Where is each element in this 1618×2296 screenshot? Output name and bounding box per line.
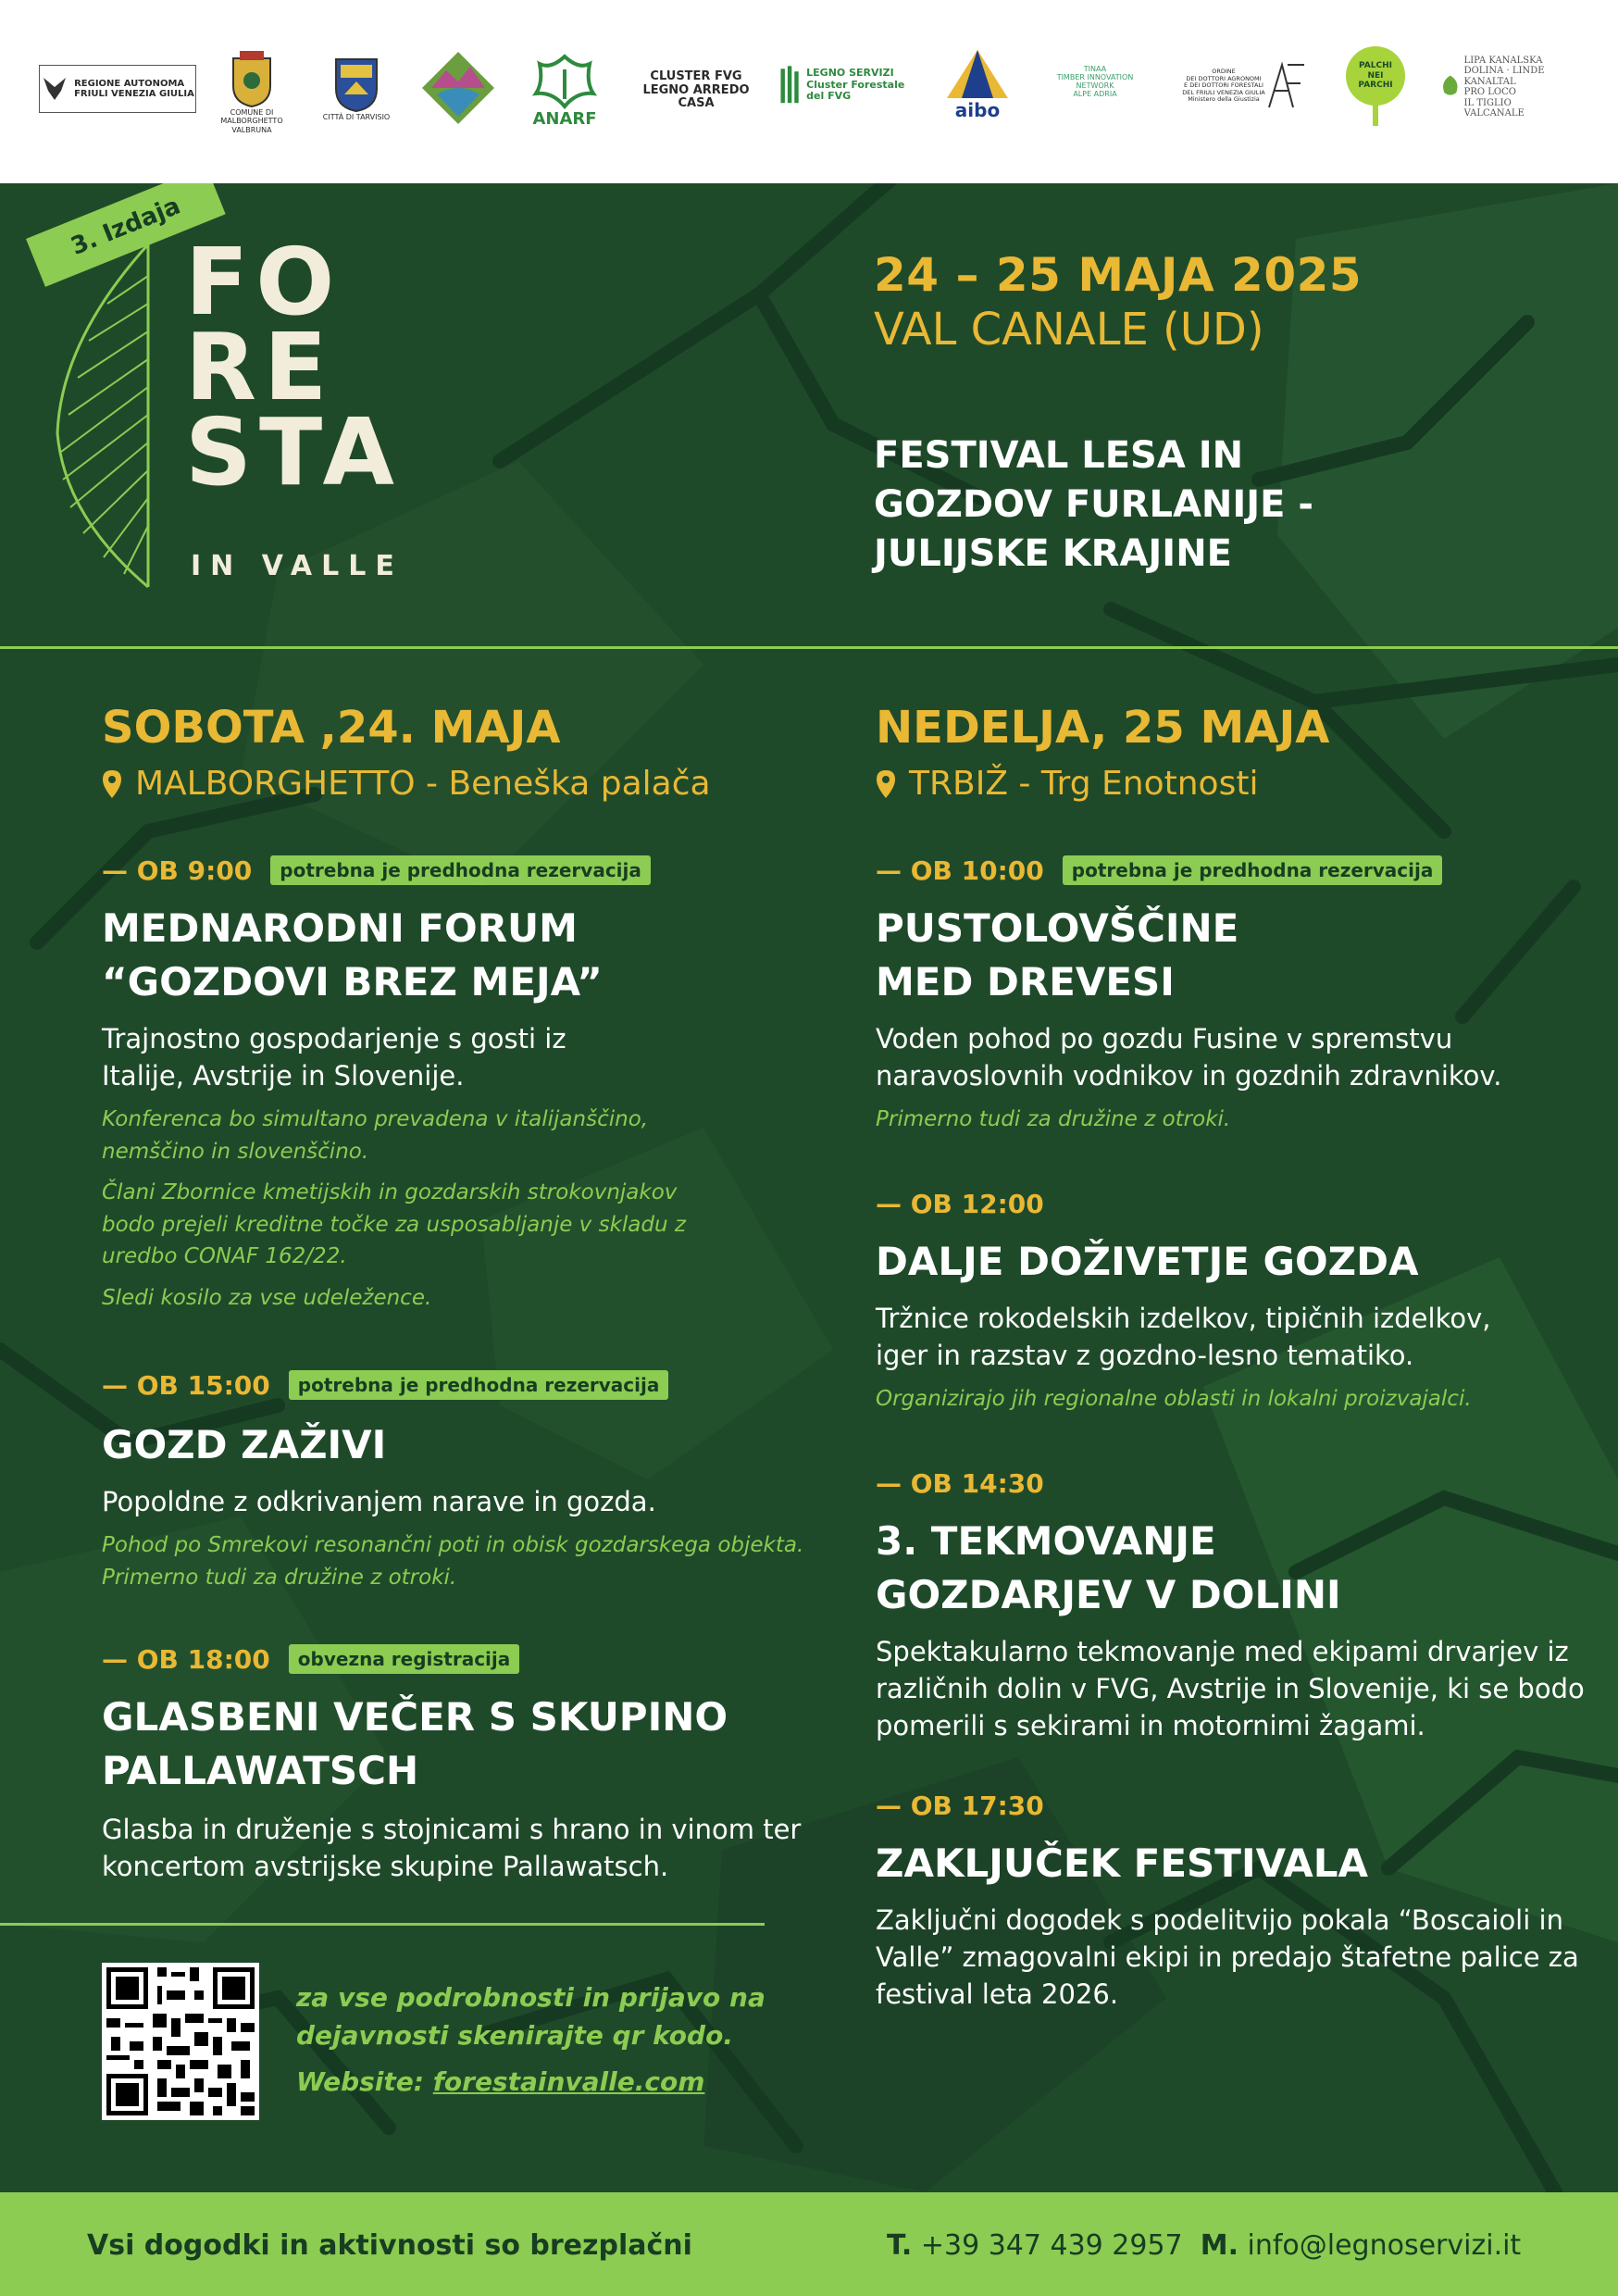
sun-event-1-title: PUSTOLOVŠČINE MED DREVESI: [876, 905, 1239, 1004]
sun-event-2-notes: Organizirajo jih regionalne oblasti in lokalni proizvajalci.: [876, 1387, 1472, 1411]
saturday-venue: - Beneška palača: [415, 765, 711, 803]
wordmark-line-1: FO: [185, 228, 342, 336]
event-time: — OB 12:00: [876, 1189, 1044, 1219]
af-monogram-icon: [1265, 61, 1306, 111]
saturday-title: SOBOTA ,24. MAJA: [102, 702, 561, 754]
sat-event-1-notes: Konferenca bo simultano prevadena v italijanščino, nemščino in slovenščino. Člani Zbornice kmetijskih in gozdarskih strokovnjakov bodo prejeli kreditne točke za usposabljanje v skladu z uredbo CONAF 162/22. Sledi kosilo za vse udeležence.: [102, 1107, 686, 1310]
sat-event-2-notes: Pohod po Smrekovi resonančni poti in obisk gozdarskega objekta. Primerno tudi za družine z otroki.: [102, 1533, 804, 1590]
mountain-icon: [418, 48, 498, 128]
festival-title: FESTIVAL LESA IN GOZDOV FURLANIJE - JULIJSKE KRAJINE: [874, 434, 1313, 576]
sun-event-3-time-row: [876, 1468, 1044, 1499]
event-time: — OB 15:00: [102, 1370, 270, 1401]
event-time: — OB 10:00: [876, 855, 1044, 886]
sat-event-2-title: GOZD ZAŽIVI: [102, 1422, 387, 1467]
sunday-town: TRBIŽ: [909, 765, 1008, 803]
palchi-nei-parchi-logo: PALCHI NEI PARCHI: [1344, 43, 1407, 128]
free-events-note: Vsi dogodki in aktivnosti so brezplačni: [87, 2229, 692, 2262]
sunday-title: NEDELJA, 25 MAJA: [876, 702, 1330, 754]
qr-divider: [0, 1923, 765, 1926]
reservation-badge: potrebna je predhodna rezervacija: [1063, 855, 1443, 885]
bars-icon: [779, 59, 803, 111]
tinaa-logo: TINAA TIMBER INNOVATION NETWORK ALPE ADRIA: [1056, 64, 1134, 99]
sunday-venue: - Trg Enotnosti: [1007, 765, 1259, 803]
festival-dates: 24 – 25 MAJA 2025: [874, 248, 1363, 302]
event-time: — OB 14:30: [876, 1468, 1044, 1499]
sat-event-1-time-row: [102, 855, 651, 886]
registration-badge: obvezna registracija: [289, 1644, 519, 1674]
foresta-wordmark: [185, 228, 402, 506]
crest-icon: [331, 52, 381, 113]
sun-event-4-time-row: [876, 1791, 1044, 1821]
sun-event-1-desc: Voden pohod po gozdu Fusine v spremstvu naravoslovnih vodnikov in gozdnih zdravnikov.: [876, 1023, 1502, 1092]
location-pin-icon: [102, 769, 122, 799]
sat-event-3-title: GLASBENI VEČER S SKUPINO PALLAWATSCH: [102, 1694, 728, 1793]
sat-event-1-desc: Trajnostno gospodarjenje s gosti iz Italije, Avstrije in Slovenije.: [102, 1023, 566, 1092]
ordine-dottori-agronomi-logo: ORDINE DEI DOTTORI AGRONOMI E DEI DOTTORI FORESTALI DEL FRIULI VENEZIA GIULIA Ministero della Giustizia: [1176, 46, 1313, 126]
contact-info: [887, 2229, 1521, 2262]
mail-label: M.: [1200, 2229, 1238, 2262]
location-pin-icon: [876, 769, 896, 799]
sat-event-3-desc: Glasba in druženje s stojnicami s hrano in vinom ter koncertom avstrijske skupine Pallawatsch.: [102, 1814, 802, 1883]
wordmark-line-2: RE: [185, 313, 335, 421]
sun-event-3-desc: Spektakularno tekmovanje med ekipami drvarjev iz različnih dolin v FVG, Avstrije in Slovenije, ki se bodo pomerili s sekirami in motornimi žagami.: [876, 1636, 1585, 1742]
sun-event-4-title: ZAKLJUČEK FESTIVALA: [876, 1841, 1369, 1886]
event-time: — OB 9:00: [102, 855, 253, 886]
legno-servizi-logo: LEGNO SERVIZI Cluster Forestale del FVG: [779, 57, 915, 113]
reservation-badge: potrebna je predhodna rezervacija: [270, 855, 651, 885]
phone-label: T.: [887, 2229, 913, 2262]
email-address[interactable]: info@legnoservizi.it: [1238, 2229, 1522, 2262]
regione-fvg-logo: REGIONE AUTONOMA FRIULI VENEZIA GIULIA: [39, 65, 196, 113]
saturday-town: MALBORGHETTO: [135, 765, 416, 803]
sun-event-3-title: 3. TEKMOVANJE GOZDARJEV V DOLINI: [876, 1518, 1341, 1617]
sun-event-1-time-row: [876, 855, 1442, 886]
tree-emblem-icon: [532, 53, 597, 110]
event-time: — OB 17:30: [876, 1791, 1044, 1821]
pro-loco-logo: LIPA KANALSKA DOLINA · LINDE KANALTAL PRO LOCO IL TIGLIO VALCANALE: [1440, 52, 1581, 122]
triangle-icon: [945, 48, 1010, 100]
eagle-icon: [41, 72, 68, 106]
sun-event-2-title: DALJE DOŽIVETJE GOZDA: [876, 1239, 1419, 1284]
wordmark-line-3: STA: [185, 398, 402, 506]
sun-event-1-notes: Primerno tudi za družine z otroki.: [876, 1107, 1231, 1131]
wordmark-subtitle: IN VALLE: [191, 550, 404, 582]
footer-bar: [0, 2192, 1618, 2296]
phone-number[interactable]: +39 347 439 2957: [912, 2229, 1183, 2262]
anarf-logo: ANARF: [528, 44, 602, 137]
sunday-location: [876, 765, 1258, 803]
saturday-location: [102, 765, 711, 803]
sat-event-2-time-row: [102, 1370, 668, 1401]
event-time: — OB 18:00: [102, 1644, 270, 1675]
malborghetto-crest-logo: COMUNE DI MALBORGHETTO VALBRUNA: [215, 41, 289, 143]
sat-event-3-time-row: [102, 1644, 519, 1675]
tarvisio-crest-logo: CITTÀ DI TARVISIO: [322, 41, 391, 133]
website-label: Website:: [296, 2066, 433, 2097]
cluster-fvg-logo: CLUSTER FVG LEGNO ARREDO CASA: [642, 69, 750, 111]
sat-event-1-title: MEDNARODNI FORUM “GOZDOVI BREZ MEJA”: [102, 905, 603, 1004]
website-line: [296, 2066, 704, 2097]
sponsor-logo-bar: [0, 0, 1618, 183]
sat-event-2-desc: Popoldne z odkrivanjem narave in gozda.: [102, 1486, 656, 1517]
leaf-icon: [1440, 64, 1461, 110]
reservation-badge: potrebna je predhodna rezervacija: [289, 1370, 669, 1400]
aibo-logo: aibo: [942, 46, 1013, 122]
sun-event-2-desc: Tržnice rokodelskih izdelkov, tipičnih izdelkov, iger in razstav z gozdno-lesno tematiko.: [876, 1303, 1491, 1372]
leaf-outline-icon: [52, 239, 163, 591]
mountain-diamond-logo: [418, 48, 498, 128]
crest-icon: [229, 49, 275, 108]
qr-code[interactable]: [102, 1963, 259, 2120]
sun-event-2-time-row: [876, 1189, 1044, 1219]
poster-body: [0, 183, 1618, 2192]
edition-ribbon: 3. Izdaja: [26, 183, 226, 287]
festival-place: VAL CANALE (UD): [874, 304, 1264, 356]
qr-instructions: za vse podrobnosti in prijavo na dejavnosti skenirajte qr kodo.: [296, 1982, 765, 2051]
website-link[interactable]: forestainvalle.com: [432, 2066, 705, 2097]
sun-event-4-desc: Zaključni dogodek s podelitvijo pokala “Boscaioli in Valle” zmagovalni ekipi in predajo štafetne palice za festival leta 2026.: [876, 1904, 1579, 2011]
qr-code-icon: [102, 1963, 259, 2120]
header-divider: [0, 646, 1618, 649]
